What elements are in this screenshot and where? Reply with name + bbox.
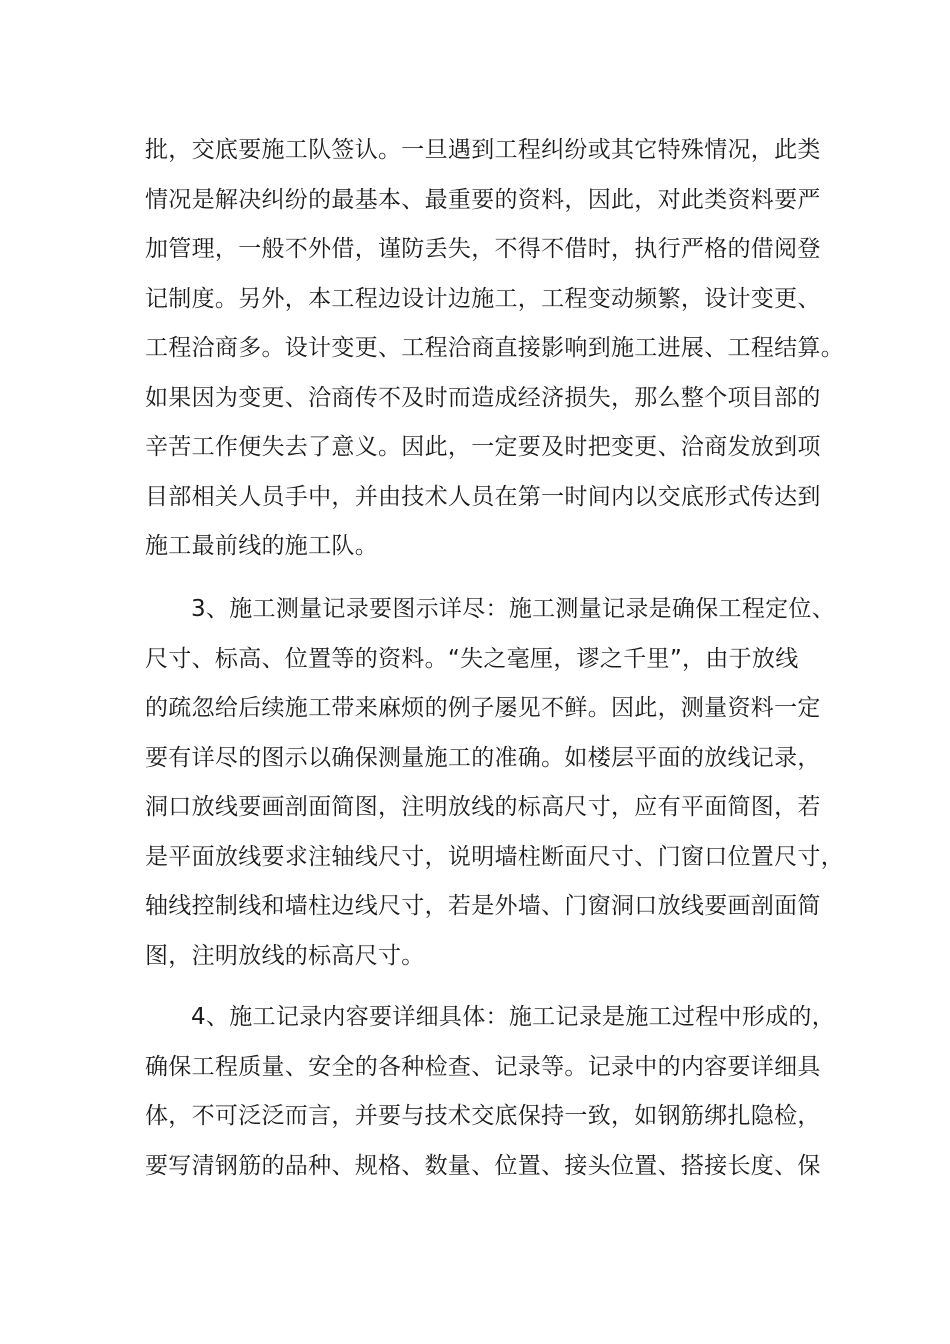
text-line: 轴线控制线和墙柱边线尺寸，若是外墙、门窗洞口放线要画剖面简 — [145, 893, 821, 919]
text-line: 辛苦工作便失去了意义。因此，一定要及时把变更、洽商发放到项 — [145, 434, 821, 460]
paragraph-construction-records — [145, 993, 836, 1191]
text-line: 确保工程质量、安全的各种检查、记录等。记录中的内容要详细具 — [145, 1053, 821, 1080]
text-line: 如果因为变更、洽商传不及时而造成经济损失，那么整个项目部的 — [145, 384, 821, 411]
paragraph-record-management — [145, 126, 844, 572]
text-line: 加管理，一般不外借，谨防丢失，不得不借时，执行严格的借阅登 — [145, 236, 821, 262]
text-line: 施工最前线的施工队。 — [145, 533, 378, 559]
paragraph-survey-records — [145, 585, 844, 981]
text-line: 是平面放线要求注轴线尺寸，说明墙柱断面尺寸、门窗口位置尺寸， — [145, 843, 844, 870]
text-line: 工程洽商多。设计变更、工程洽商直接影响到施工进展、工程结算。 — [145, 335, 844, 361]
text-line: 尺寸、标高、位置等的资料。“失之毫厘，谬之千里”，由于放线 — [145, 645, 799, 672]
text-line: 目部相关人员手中，并由技术人员在第一时间内以交底形式传达到 — [145, 483, 821, 510]
text-line: 的疏忽给后续施工带来麻烦的例子屡见不鲜。因此，测量资料一定 — [145, 695, 821, 721]
text-line: 情况是解决纠纷的最基本、最重要的资料，因此，对此类资料要严 — [145, 186, 821, 213]
text-line: 要有详尽的图示以确保测量施工的准确。如楼层平面的放线记录， — [145, 744, 821, 771]
text-line-indented: 3、施工测量记录要图示详尽：施工测量记录是确保工程定位、 — [191, 596, 836, 622]
text-line: 记制度。另外，本工程边设计边施工，工程变动频繁，设计变更、 — [145, 285, 821, 312]
text-line: 批，交底要施工队签认。一旦遇到工程纠纷或其它特殊情况，此类 — [145, 137, 821, 163]
text-line: 洞口放线要画剖面简图，注明放线的标高尺寸，应有平面简图，若 — [145, 794, 821, 820]
text-line: 体，不可泛泛而言，并要与技术交底保持一致，如钢筋绑扎隐检， — [145, 1103, 821, 1129]
text-line: 图，注明放线的标高尺寸。 — [145, 942, 425, 969]
text-line-indented: 4、施工记录内容要详细具体：施工记录是施工过程中形成的， — [191, 1004, 836, 1030]
text-line: 要写清钢筋的品种、规格、数量、位置、接头位置、搭接长度、保 — [145, 1152, 821, 1179]
